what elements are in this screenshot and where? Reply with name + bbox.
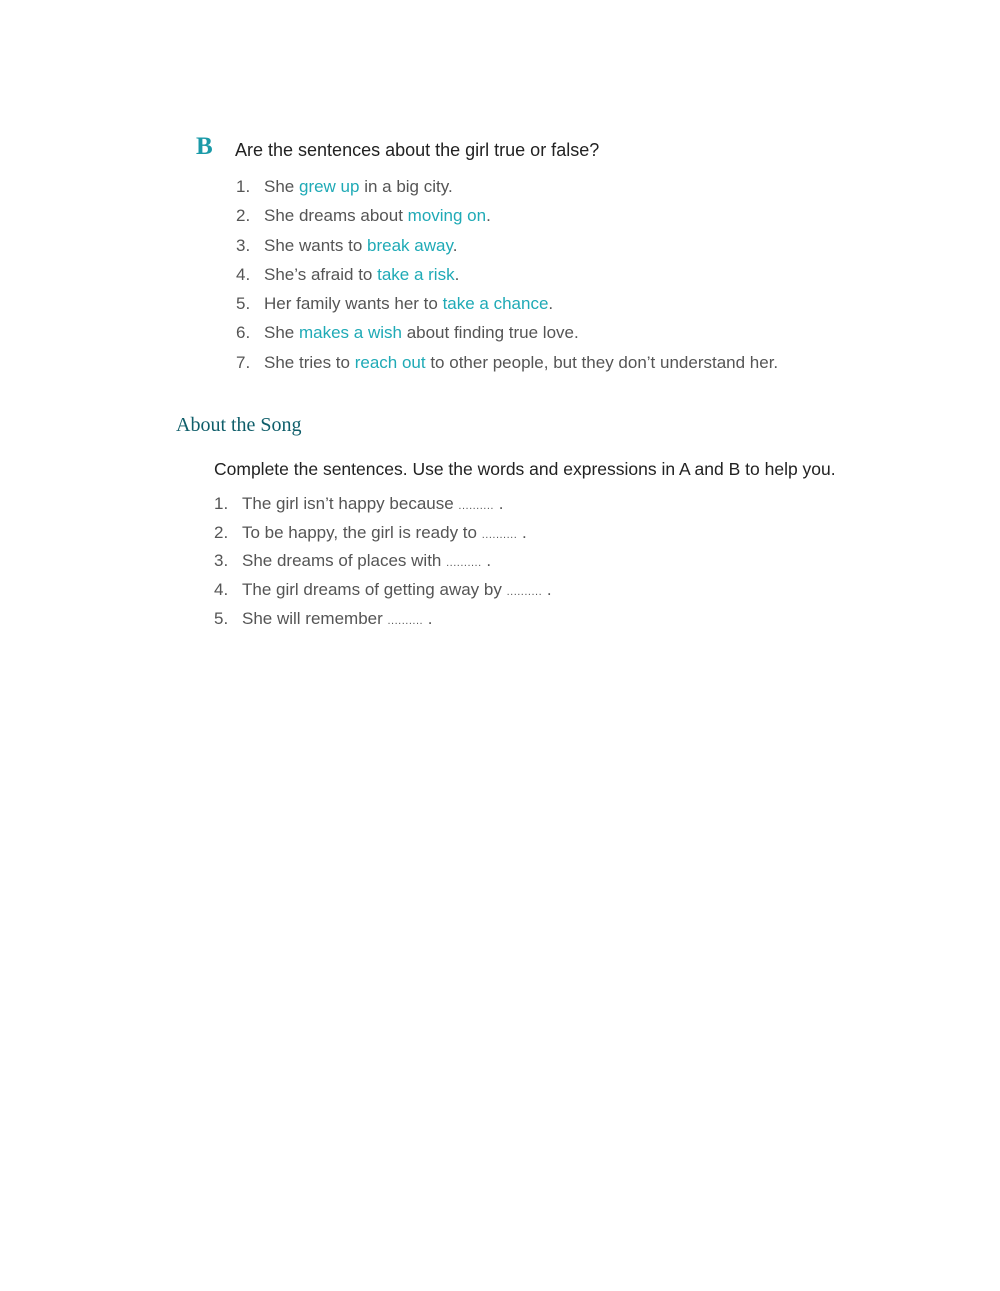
item-text: . bbox=[452, 235, 458, 255]
list-item bbox=[236, 318, 778, 347]
item-number: 4. bbox=[214, 580, 229, 600]
true-false-list bbox=[236, 172, 778, 377]
item-text: . bbox=[454, 264, 460, 284]
item-text: to other people, but they don’t understand her. bbox=[425, 352, 779, 372]
list-item bbox=[236, 260, 778, 289]
answer-blank: .......... bbox=[387, 614, 424, 627]
list-item bbox=[214, 547, 552, 576]
item-text: She tries to bbox=[264, 352, 355, 372]
list-item bbox=[214, 490, 552, 519]
list-item bbox=[236, 231, 778, 260]
item-end: . bbox=[481, 551, 492, 571]
item-number: 1. bbox=[236, 177, 251, 196]
item-text: She bbox=[264, 323, 299, 343]
item-text: To be happy, the girl is ready to bbox=[242, 522, 482, 542]
item-text: She’s afraid to bbox=[264, 264, 378, 284]
list-item bbox=[214, 576, 552, 605]
section-b-instruction: Are the sentences about the girl true or false? bbox=[235, 140, 600, 160]
list-item bbox=[236, 201, 778, 230]
item-end: . bbox=[517, 522, 527, 542]
item-text: about finding true love. bbox=[401, 323, 579, 343]
about-song-instruction: Complete the sentences. Use the words and expressions in A and B to help you. bbox=[214, 459, 836, 479]
item-number: 5. bbox=[214, 608, 229, 628]
item-number: 3. bbox=[236, 235, 251, 255]
item-text: She will remember bbox=[242, 608, 388, 628]
item-number: 5. bbox=[236, 294, 251, 314]
item-end: . bbox=[542, 580, 552, 600]
item-text: She dreams about bbox=[264, 206, 408, 226]
highlighted-phrase: take a chance bbox=[442, 294, 549, 314]
item-number: 4. bbox=[236, 264, 251, 284]
item-number: 6. bbox=[236, 323, 251, 343]
item-text: She dreams of places with bbox=[242, 551, 447, 571]
highlighted-phrase: break away bbox=[367, 235, 453, 255]
item-number: 1. bbox=[214, 494, 229, 513]
item-text: . bbox=[548, 294, 554, 314]
item-end: . bbox=[423, 608, 433, 628]
item-text: The girl isn’t happy because bbox=[242, 494, 459, 513]
answer-blank: .......... bbox=[481, 528, 518, 541]
answer-blank: .......... bbox=[458, 500, 494, 512]
item-number: 2. bbox=[236, 206, 251, 226]
complete-sentences-list bbox=[214, 490, 552, 633]
highlighted-phrase: reach out bbox=[354, 352, 426, 372]
item-end: . bbox=[493, 494, 504, 513]
list-item bbox=[236, 348, 778, 377]
item-text: The girl dreams of getting away by bbox=[242, 580, 507, 600]
highlighted-phrase: makes a wish bbox=[298, 323, 402, 343]
item-text: Her family wants her to bbox=[264, 294, 443, 314]
highlighted-phrase: grew up bbox=[298, 177, 360, 196]
list-item bbox=[214, 519, 552, 548]
item-text: in a big city. bbox=[359, 177, 453, 196]
item-number: 2. bbox=[214, 522, 229, 542]
list-item bbox=[236, 289, 778, 318]
about-song-heading: About the Song bbox=[176, 414, 302, 436]
highlighted-phrase: take a risk bbox=[377, 264, 455, 284]
item-text: . bbox=[486, 206, 491, 226]
section-letter: B bbox=[196, 133, 213, 160]
list-item bbox=[236, 172, 778, 201]
highlighted-phrase: moving on bbox=[407, 206, 487, 226]
item-text: She wants to bbox=[264, 235, 368, 255]
item-text: She bbox=[264, 177, 299, 196]
item-number: 7. bbox=[236, 352, 251, 372]
answer-blank: .......... bbox=[506, 586, 543, 599]
answer-blank: .......... bbox=[446, 557, 482, 570]
item-number: 3. bbox=[214, 551, 229, 571]
list-item bbox=[214, 605, 552, 634]
